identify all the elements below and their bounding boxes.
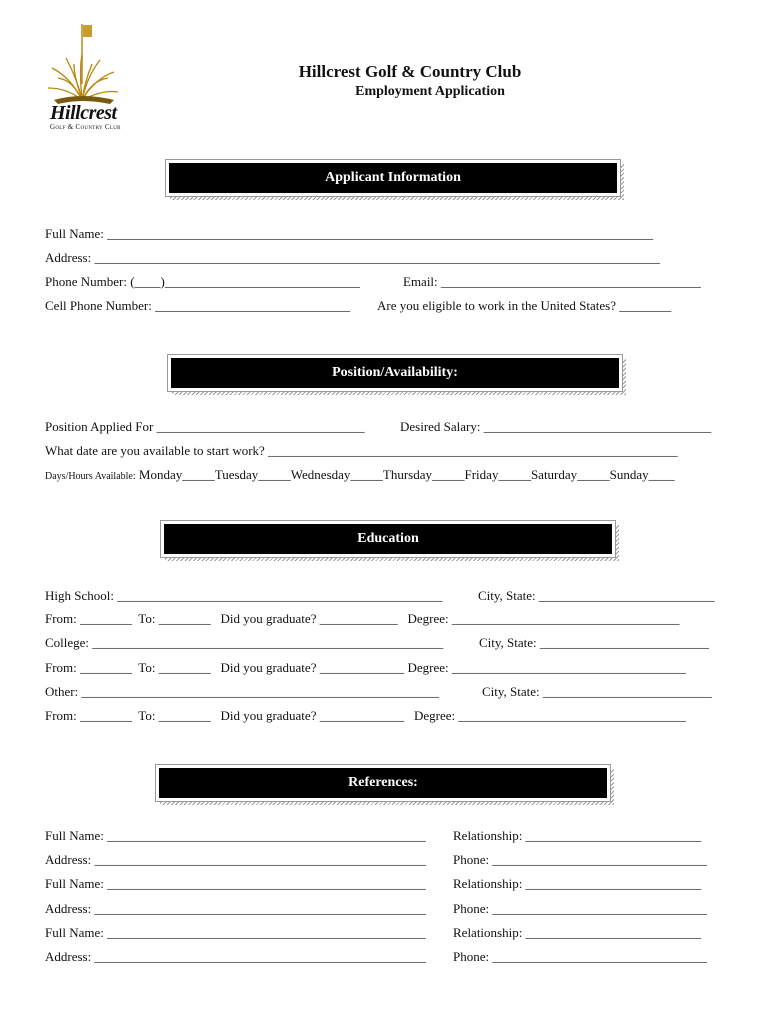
reference-2-phone-field[interactable]: Phone: _________________________________ bbox=[453, 901, 707, 916]
reference-1-address-field[interactable]: Address: ___________________________________________________ bbox=[45, 852, 426, 867]
applicant-eligibility-field[interactable]: Are you eligible to work in the United States? ________ bbox=[377, 298, 672, 313]
desired-salary-field[interactable]: Desired Salary: ___________________________________ bbox=[400, 419, 712, 434]
start-date-field[interactable]: What date are you available to start work? _______________________________________________________________ bbox=[45, 443, 678, 458]
club-logo bbox=[44, 22, 130, 134]
reference-1-phone-field[interactable]: Phone: _________________________________ bbox=[453, 852, 707, 867]
high-school-field[interactable]: High School: __________________________________________________ bbox=[45, 588, 443, 603]
section-banner-position bbox=[168, 355, 622, 391]
reference-2-full-name-field[interactable]: Full Name: _________________________________________________ bbox=[45, 876, 426, 891]
college-dates-field[interactable]: From: ________ To: ________ Did you graduate? _____________ Degree: ____________________________________ bbox=[45, 660, 686, 675]
reference-3-full-name-field[interactable]: Full Name: _________________________________________________ bbox=[45, 925, 426, 940]
reference-2-address-field[interactable]: Address: ___________________________________________________ bbox=[45, 901, 426, 916]
reference-1-relationship-field[interactable]: Relationship: ___________________________ bbox=[453, 828, 702, 843]
reference-3-phone-field[interactable]: Phone: _________________________________ bbox=[453, 949, 707, 964]
high-school-city-field[interactable]: City, State: ___________________________ bbox=[478, 588, 715, 603]
applicant-email-field[interactable]: Email: ________________________________________ bbox=[403, 274, 701, 289]
section-banner-applicant bbox=[166, 160, 620, 196]
section-banner-education bbox=[161, 521, 615, 557]
applicant-address-field[interactable]: Address: _______________________________________________________________________________________ bbox=[45, 250, 660, 265]
reference-2-relationship-field[interactable]: Relationship: ___________________________ bbox=[453, 876, 702, 891]
college-city-field[interactable]: City, State: __________________________ bbox=[479, 635, 709, 650]
section-title-references: References: bbox=[156, 765, 610, 801]
reference-1-full-name-field[interactable]: Full Name: _________________________________________________ bbox=[45, 828, 426, 843]
section-title-position: Position/Availability: bbox=[168, 355, 622, 391]
reference-3-relationship-field[interactable]: Relationship: ___________________________ bbox=[453, 925, 702, 940]
section-banner-references bbox=[156, 765, 610, 801]
applicant-cell-field[interactable]: Cell Phone Number: ______________________________ bbox=[45, 298, 351, 313]
section-title-education: Education bbox=[161, 521, 615, 557]
section-title-applicant: Applicant Information bbox=[166, 160, 620, 196]
applicant-full-name-field[interactable]: Full Name: ____________________________________________________________________________________ bbox=[45, 226, 654, 241]
days-hours-label: Days/Hours Available: bbox=[45, 471, 136, 482]
days-hours-values: Monday_____Tuesday_____Wednesday_____Thursday_____Friday_____Saturday_____Sunday____ bbox=[135, 467, 675, 482]
high-school-dates-field[interactable]: From: ________ To: ________ Did you graduate? ____________ Degree: ___________________________________ bbox=[45, 611, 680, 626]
page-subtitle: Employment Application bbox=[355, 84, 505, 99]
logo-subtitle: Golf & Country Club bbox=[50, 123, 121, 131]
applicant-phone-field[interactable]: Phone Number: (____)______________________________ bbox=[45, 274, 360, 289]
logo-wordmark: Hillcrest bbox=[50, 102, 117, 124]
position-applied-field[interactable]: Position Applied For ________________________________ bbox=[45, 419, 365, 434]
days-hours-field[interactable] bbox=[45, 467, 675, 483]
other-education-field[interactable]: Other: _______________________________________________________ bbox=[45, 684, 439, 699]
reference-3-address-field[interactable]: Address: ___________________________________________________ bbox=[45, 949, 426, 964]
page-title: Hillcrest Golf & Country Club bbox=[298, 62, 522, 81]
other-education-city-field[interactable]: City, State: __________________________ bbox=[482, 684, 712, 699]
college-field[interactable]: College: ______________________________________________________ bbox=[45, 635, 444, 650]
other-education-dates-field[interactable]: From: ________ To: ________ Did you graduate? _____________ Degree: ___________________________________ bbox=[45, 708, 686, 723]
